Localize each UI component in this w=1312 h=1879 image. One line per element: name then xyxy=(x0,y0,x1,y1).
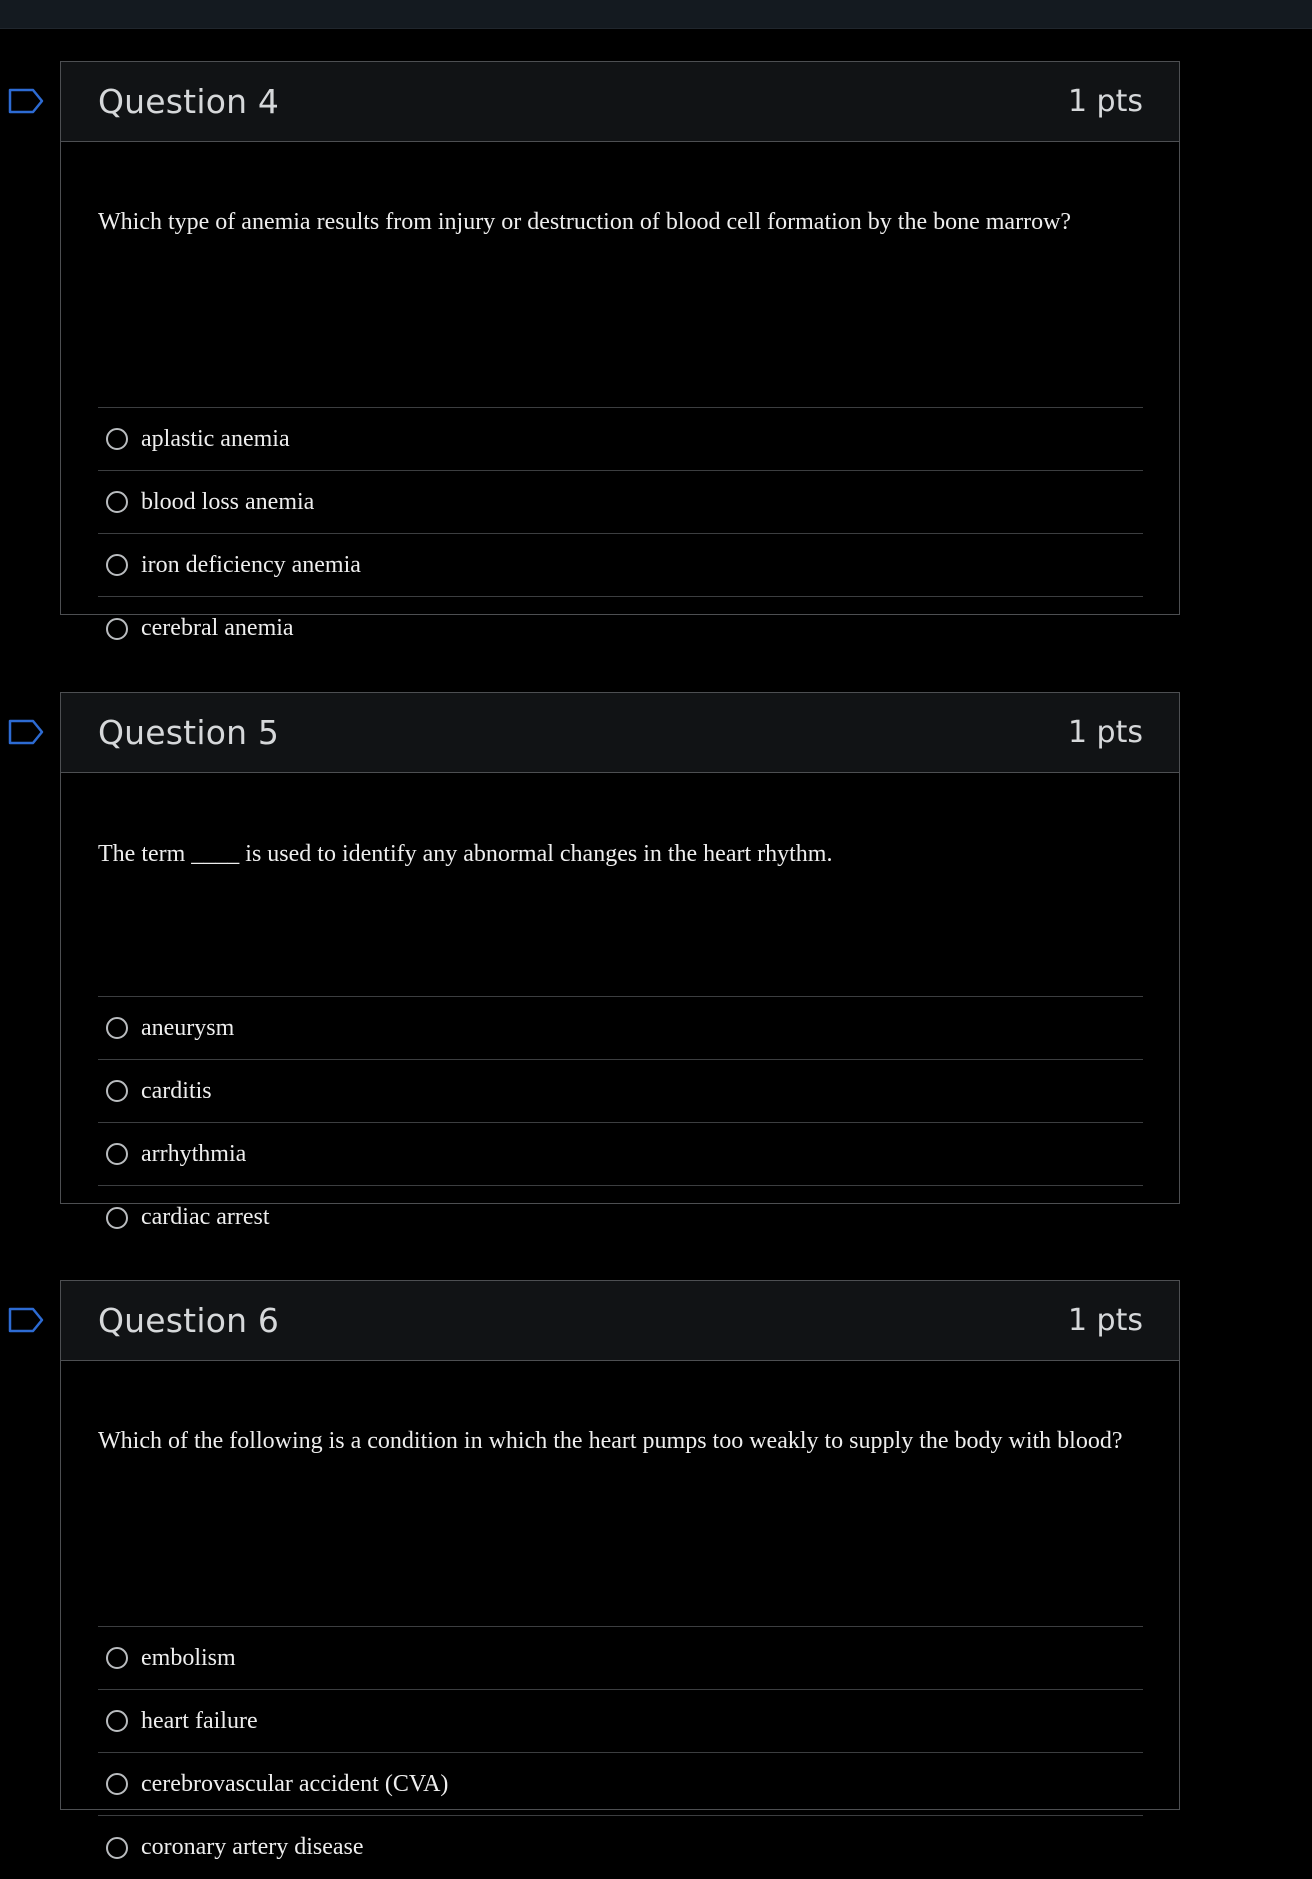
flag-question-icon[interactable] xyxy=(8,1307,44,1333)
radio-icon[interactable] xyxy=(106,1207,128,1229)
question-title: Question 4 xyxy=(98,82,280,121)
answer-list xyxy=(98,408,1143,660)
answer-label: arrhythmia xyxy=(141,1140,247,1167)
answer-label: cerebral anemia xyxy=(141,615,294,641)
radio-icon[interactable] xyxy=(106,1647,128,1669)
answer-option[interactable] xyxy=(98,471,1143,534)
question-card xyxy=(60,1280,1180,1860)
answer-option[interactable] xyxy=(98,1060,1143,1123)
answer-label: coronary artery disease xyxy=(141,1834,364,1860)
question-card xyxy=(60,692,1180,1230)
radio-icon[interactable] xyxy=(106,491,128,513)
radio-icon[interactable] xyxy=(106,554,128,576)
question-text: Which type of anemia results from injury or destruction of blood cell formation by the bone marrow? xyxy=(98,142,1143,408)
radio-icon[interactable] xyxy=(106,1837,128,1859)
question-title: Question 5 xyxy=(98,713,280,752)
radio-icon[interactable] xyxy=(106,618,128,640)
answer-option[interactable] xyxy=(98,1753,1143,1816)
radio-icon[interactable] xyxy=(106,1080,128,1102)
answer-label: embolism xyxy=(141,1644,236,1671)
answer-label: blood loss anemia xyxy=(141,488,315,515)
radio-icon[interactable] xyxy=(106,1017,128,1039)
radio-icon[interactable] xyxy=(106,1143,128,1165)
answer-option[interactable] xyxy=(98,1627,1143,1690)
answer-label: cardiac arrest xyxy=(141,1204,270,1230)
answer-option[interactable] xyxy=(98,997,1143,1060)
question-body xyxy=(61,142,1179,660)
answer-option[interactable] xyxy=(98,1186,1143,1249)
question-header xyxy=(61,62,1179,142)
answer-label: iron deficiency anemia xyxy=(141,551,361,578)
answer-label: aplastic anemia xyxy=(141,425,290,452)
answer-option[interactable] xyxy=(98,597,1143,660)
question-card xyxy=(60,61,1180,641)
question-points: 1 pts xyxy=(1067,715,1143,750)
answer-option[interactable] xyxy=(98,408,1143,471)
answer-list xyxy=(98,1627,1143,1879)
flag-question-icon[interactable] xyxy=(8,88,44,114)
question-header xyxy=(61,1281,1179,1361)
radio-icon[interactable] xyxy=(106,1710,128,1732)
question-title: Question 6 xyxy=(98,1301,280,1340)
top-bar xyxy=(0,0,1312,29)
radio-icon[interactable] xyxy=(106,428,128,450)
answer-label: heart failure xyxy=(141,1707,258,1734)
question-header xyxy=(61,693,1179,773)
question-body xyxy=(61,1361,1179,1879)
question-body xyxy=(61,773,1179,1249)
answer-list xyxy=(98,997,1143,1249)
question-text: Which of the following is a condition in which the heart pumps too weakly to supply the body with blood? xyxy=(98,1361,1143,1627)
answer-option[interactable] xyxy=(98,1690,1143,1753)
answer-label: cerebrovascular accident (CVA) xyxy=(141,1770,449,1797)
answer-option[interactable] xyxy=(98,534,1143,597)
flag-question-icon[interactable] xyxy=(8,719,44,745)
answer-label: aneurysm xyxy=(141,1014,235,1041)
answer-option[interactable] xyxy=(98,1123,1143,1186)
answer-label: carditis xyxy=(141,1077,212,1104)
question-points: 1 pts xyxy=(1067,84,1143,119)
answer-option[interactable] xyxy=(98,1816,1143,1879)
question-points: 1 pts xyxy=(1067,1303,1143,1338)
question-text: The term ____ is used to identify any abnormal changes in the heart rhythm. xyxy=(98,773,1143,997)
